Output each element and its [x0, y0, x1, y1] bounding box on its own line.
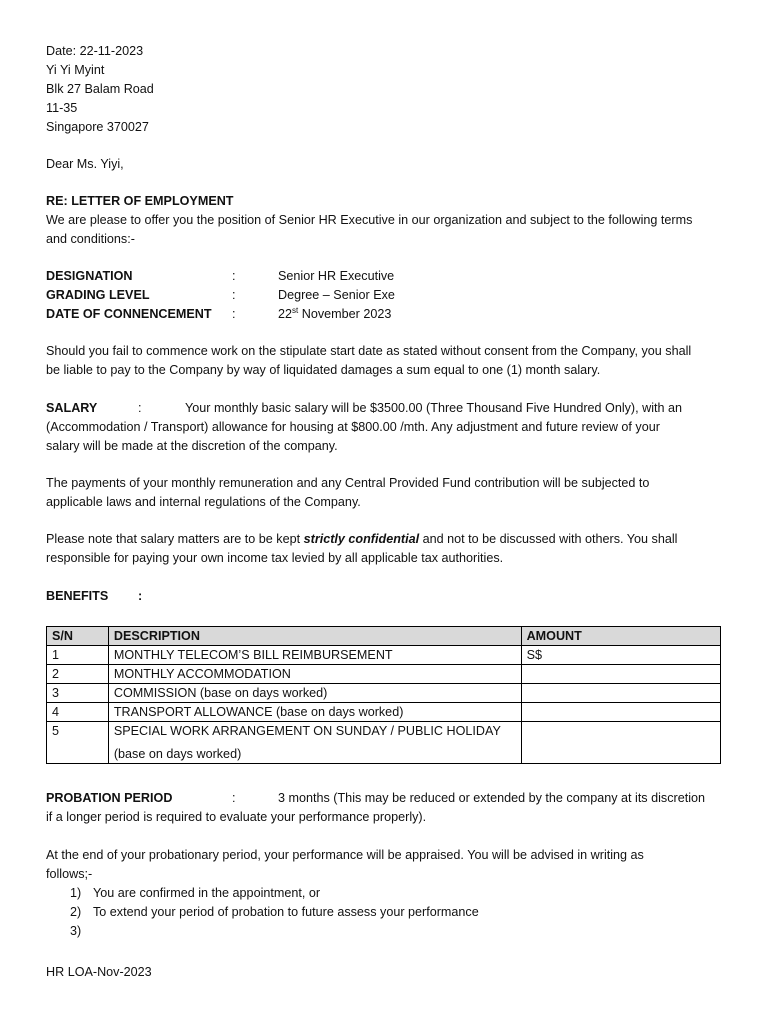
commencement-label: DATE OF CONNENCEMENT — [46, 307, 212, 321]
list-item — [46, 884, 726, 903]
row-sn: 3 — [47, 684, 109, 703]
commence-paragraph — [46, 342, 726, 380]
row-amount — [521, 684, 720, 703]
footer-reference: HR LOA-Nov-2023 — [46, 965, 152, 979]
letter-date: Date: 22-11-2023 — [46, 44, 144, 58]
list-item — [46, 903, 726, 922]
table-row — [47, 722, 721, 764]
confidential-emphasis: strictly confidential — [303, 532, 420, 546]
commencement-day: 22 — [278, 307, 293, 321]
payments-line-1: The payments of your monthly remuneration and any Central Provided Fund contribution will be subjected to — [46, 476, 650, 490]
probation-line-1: 3 months (This may be reduced or extended by the company at its discretion — [278, 791, 706, 805]
salary-label: SALARY — [46, 401, 98, 415]
confidential-post: and not to be discussed with others. You shall — [419, 532, 678, 546]
terms-section — [46, 267, 726, 324]
appraisal-line-2: follows;- — [46, 867, 93, 881]
confidential-line-1 — [46, 530, 726, 549]
salary-line-3: salary will be made at the discretion of the company. — [46, 439, 338, 453]
address-line-1: Blk 27 Balam Road — [46, 82, 154, 96]
salary-colon: : — [138, 401, 142, 415]
row-amount — [521, 703, 720, 722]
probation-label: PROBATION PERIOD — [46, 791, 173, 805]
row-amount — [521, 665, 720, 684]
grading-value: Degree – Senior Exe — [278, 288, 395, 302]
row-sn: 1 — [47, 646, 109, 665]
intro-section — [46, 192, 726, 249]
row-description: COMMISSION (base on days worked) — [108, 684, 521, 703]
salary-line-1: Your monthly basic salary will be $3500.00 (Three Thousand Five Hundred Only), with an — [185, 401, 683, 415]
appraisal-line-1: At the end of your probationary period, your performance will be appraised. You will be advised in writing as — [46, 848, 644, 862]
list-item-text: You are confirmed in the appointment, or — [93, 886, 321, 900]
salary-line-2: (Accommodation / Transport) allowance for housing at $800.00 /mth. Any adjustment and future review of your — [46, 420, 660, 434]
commencement-row — [46, 305, 726, 324]
designation-colon: : — [232, 269, 236, 283]
probation-paragraph — [46, 789, 726, 827]
payments-paragraph — [46, 474, 726, 512]
row-description-line-1: SPECIAL WORK ARRANGEMENT ON SUNDAY / PUBLIC HOLIDAY — [113, 724, 501, 738]
salary-paragraph — [46, 399, 726, 456]
table-row — [47, 684, 721, 703]
commencement-suffix: st — [292, 305, 299, 315]
commencement-month-year: November 2023 — [298, 307, 392, 321]
confidential-pre: Please note that salary matters are to be kept — [46, 532, 304, 546]
description-header: DESCRIPTION — [108, 627, 521, 646]
list-item-number: 3) — [70, 924, 82, 938]
row-description: MONTHLY TELECOM’S BILL REIMBURSEMENT — [108, 646, 521, 665]
confidential-line-2: responsible for paying your own income tax levied by all applicable tax authorities. — [46, 551, 504, 565]
row-description: MONTHLY ACCOMMODATION — [108, 665, 521, 684]
benefits-table — [46, 626, 721, 764]
commence-line-1: Should you fail to commence work on the stipulate start date as stated without consent from the Company, you shall — [46, 344, 692, 358]
benefits-heading-row — [46, 587, 726, 606]
commence-line-2: be liable to pay to the Company by way of liquidated damages a sum equal to one (1) month salary. — [46, 363, 601, 377]
row-sn: 4 — [47, 703, 109, 722]
probation-colon: : — [232, 791, 236, 805]
table-row — [47, 646, 721, 665]
list-item-number: 2) — [70, 905, 82, 919]
table-row — [47, 703, 721, 722]
row-amount: S$ — [521, 646, 720, 665]
grading-row — [46, 286, 726, 305]
row-description: TRANSPORT ALLOWANCE (base on days worked) — [108, 703, 521, 722]
benefits-heading — [46, 587, 726, 606]
list-item-number: 1) — [70, 886, 82, 900]
payments-line-2: applicable laws and internal regulations of the Company. — [46, 495, 361, 509]
commencement-colon: : — [232, 307, 236, 321]
letter-header — [46, 42, 726, 137]
row-description — [108, 722, 521, 764]
row-amount — [521, 722, 720, 764]
table-row — [47, 665, 721, 684]
row-sn: 2 — [47, 665, 109, 684]
recipient-name: Yi Yi Myint — [46, 63, 105, 77]
salary-row — [46, 399, 726, 418]
salutation: Dear Ms. Yiyi, — [46, 157, 124, 171]
intro-line-2: and conditions:- — [46, 232, 135, 246]
designation-row — [46, 267, 726, 286]
amount-header: AMOUNT — [521, 627, 720, 646]
designation-value: Senior HR Executive — [278, 269, 395, 283]
probation-line-2: if a longer period is required to evaluate your performance properly). — [46, 810, 427, 824]
benefits-label: BENEFITS — [46, 589, 109, 603]
list-item-text: To extend your period of probation to future assess your performance — [93, 905, 479, 919]
grading-label: GRADING LEVEL — [46, 288, 150, 302]
address-line-2: 11-35 — [46, 101, 78, 115]
list-item — [46, 922, 726, 941]
row-description-line-2: (base on days worked) — [113, 747, 242, 761]
intro-line-1: We are please to offer you the position of Senior HR Executive in our organization and subject to the following terms — [46, 213, 693, 227]
commencement-value — [278, 305, 391, 324]
benefits-colon: : — [138, 589, 143, 603]
row-sn: 5 — [47, 722, 109, 764]
address-line-3: Singapore 370027 — [46, 120, 149, 134]
appraisal-paragraph — [46, 846, 726, 941]
re-title: RE: LETTER OF EMPLOYMENT — [46, 194, 234, 208]
designation-label: DESIGNATION — [46, 269, 133, 283]
sn-header: S/N — [47, 627, 109, 646]
confidential-paragraph — [46, 530, 726, 568]
table-header-row — [47, 627, 721, 646]
grading-colon: : — [232, 288, 236, 302]
probation-row — [46, 789, 726, 808]
